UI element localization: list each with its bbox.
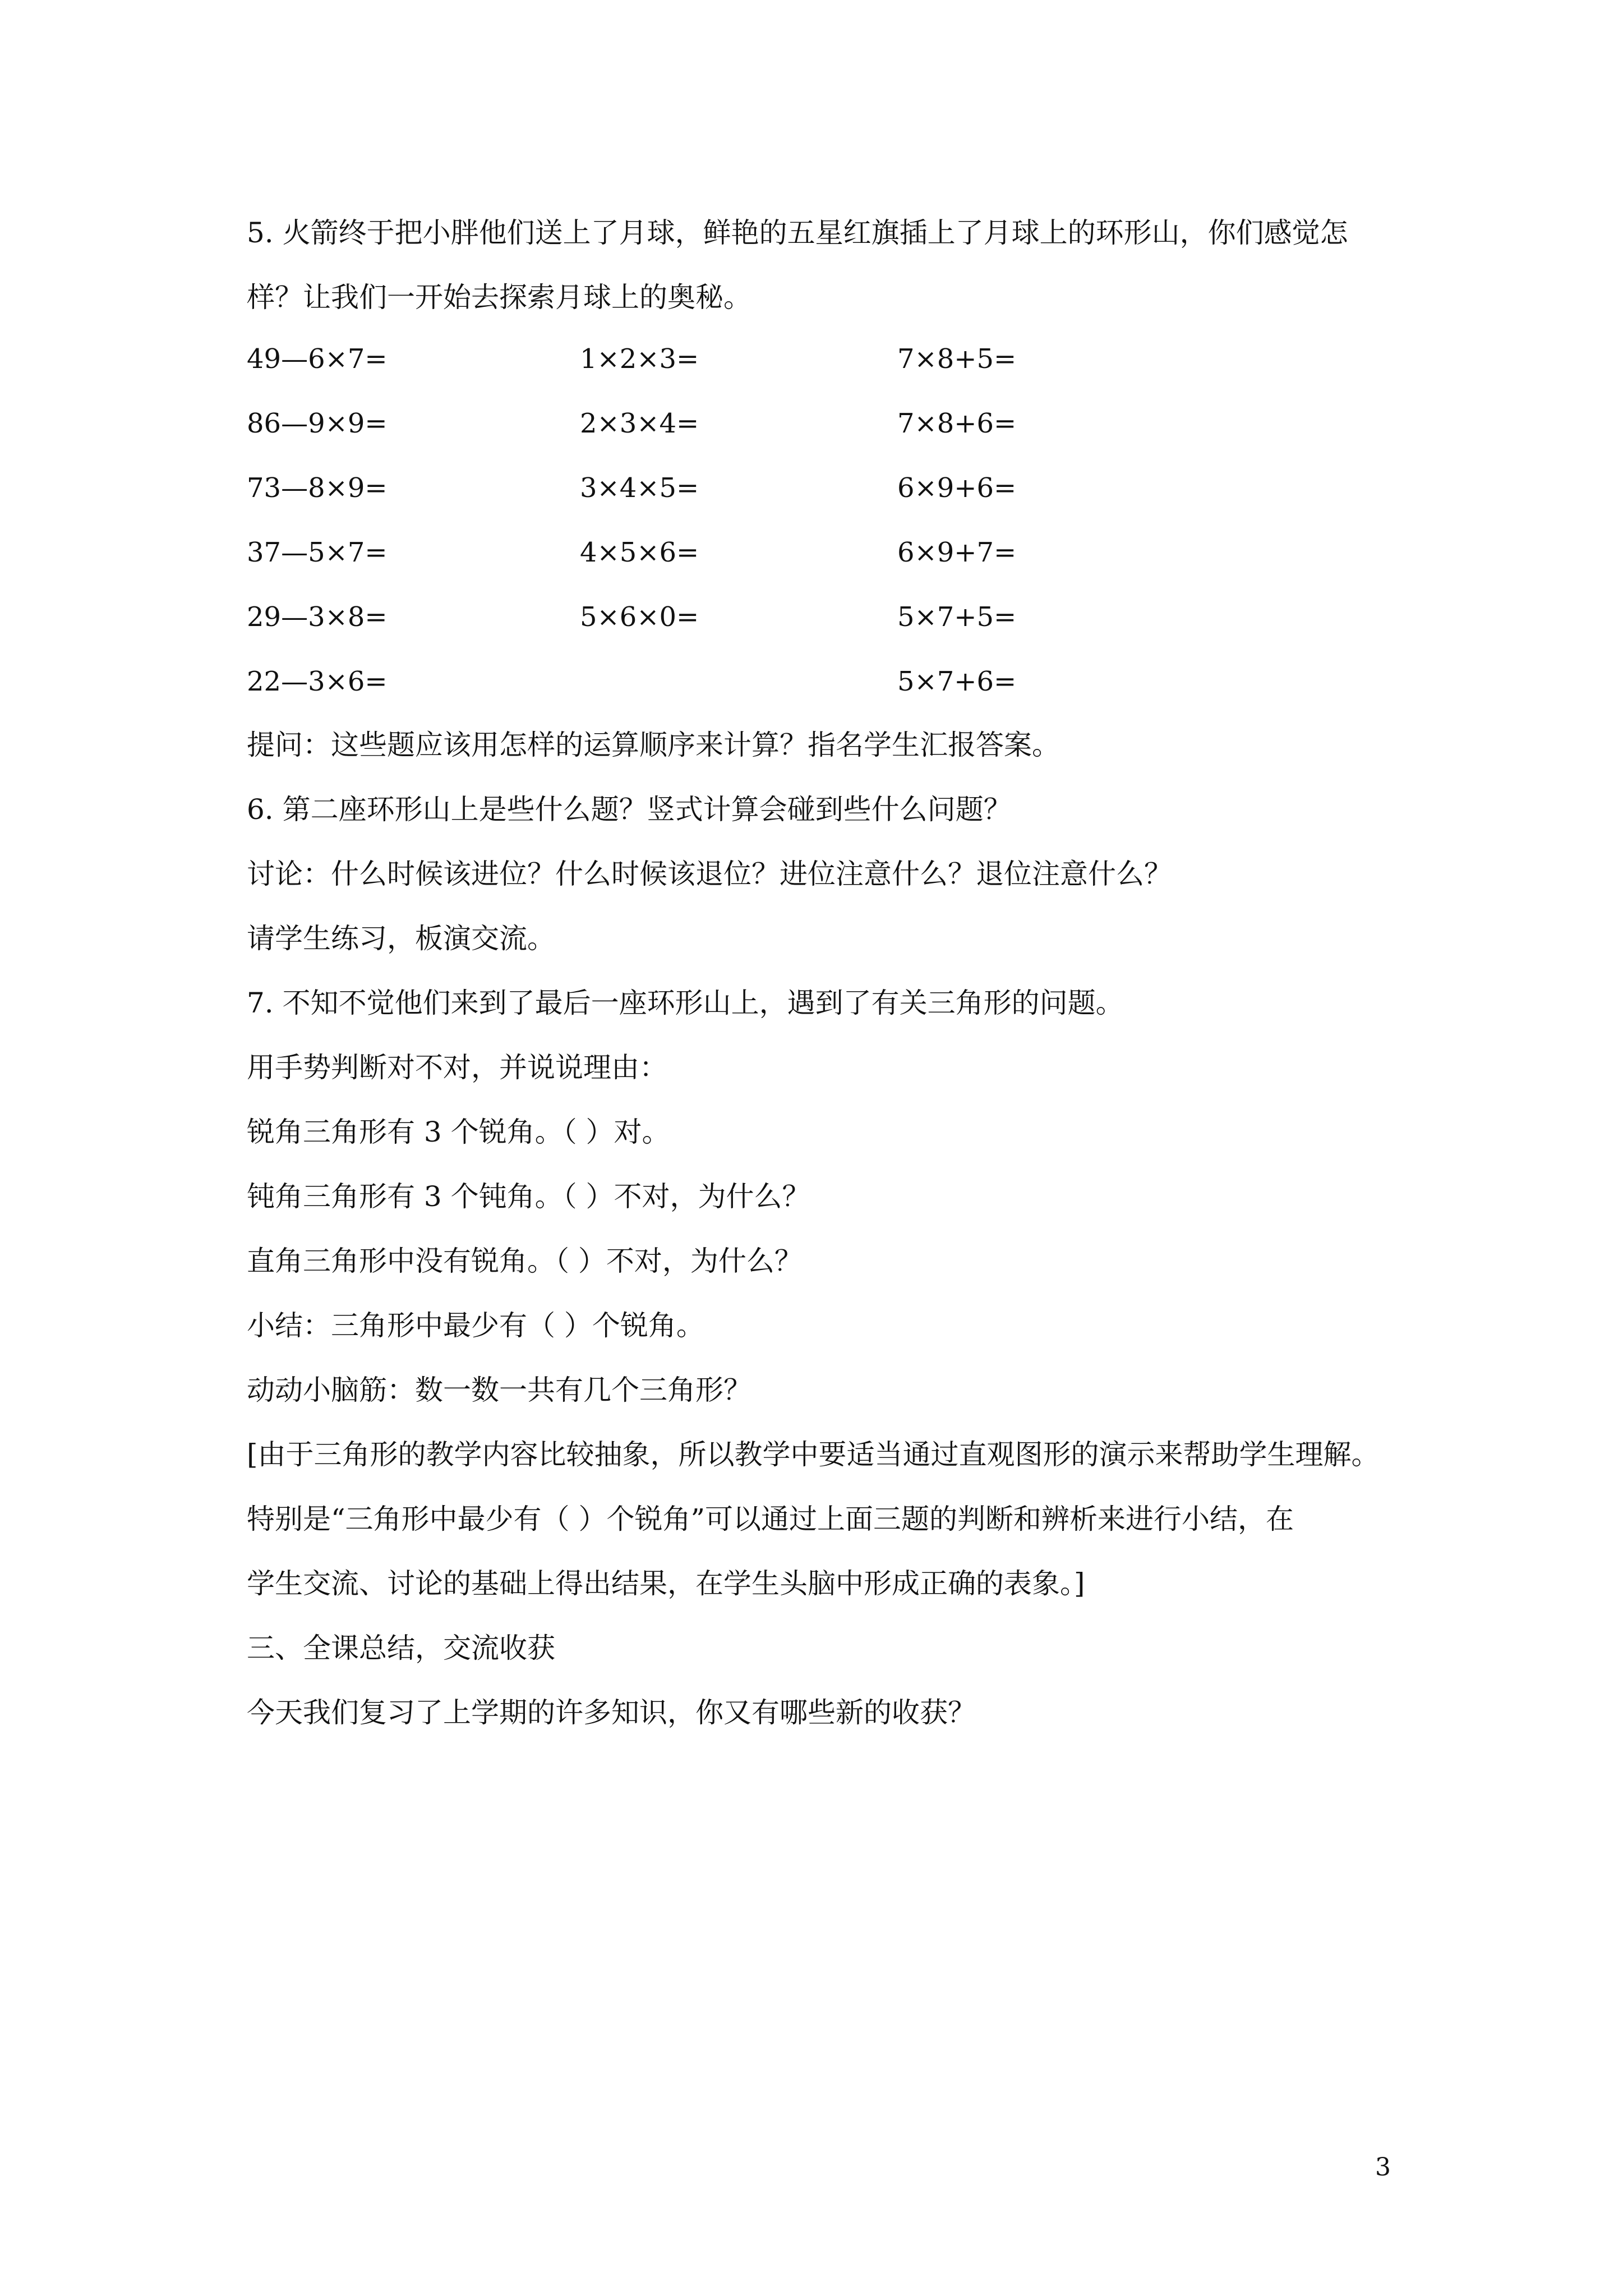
paragraph-5-line-2: 样？让我们一开始去探索月球上的奥秘。 — [247, 281, 751, 314]
teaching-note-line-1: [由于三角形的教学内容比较抽象，所以教学中要适当通过直观图形的演示来帮助学生理解。 — [247, 1438, 1380, 1471]
teaching-note-line-2: 特别是“三角形中最少有（ ）个锐角”可以通过上面三题的判断和辨析来进行小结，在 — [247, 1503, 1294, 1535]
brain-teaser-line: 动动小脑筋：数一数一共有几个三角形？ — [247, 1374, 751, 1406]
math-expression: 37—5×7= — [247, 537, 388, 568]
math-expression: 86—9×9= — [247, 408, 388, 439]
summary-line: 小结：三角形中最少有（ ）个锐角。 — [247, 1309, 704, 1342]
discussion-line: 讨论：什么时候该进位？什么时候该退位？进位注意什么？退位注意什么？ — [247, 858, 1172, 890]
math-expression: 7×8+5= — [897, 343, 1017, 375]
math-expression: 1×2×3= — [580, 343, 699, 375]
math-expression: 3×4×5= — [580, 472, 699, 504]
page-number: 3 — [1375, 2153, 1391, 2182]
math-expression: 6×9+6= — [897, 472, 1017, 504]
judgement-1: 锐角三角形有 3 个锐角。（ ）对。 — [247, 1116, 670, 1148]
paragraph-5-line-1: 5. 火箭终于把小胖他们送上了月球，鲜艳的五星红旗插上了月球上的环形山，你们感觉怎 — [247, 217, 1348, 249]
section-heading-3: 三、全课总结，交流收获 — [247, 1632, 555, 1664]
math-expression: 2×3×4= — [580, 408, 699, 439]
math-expression: 5×6×0= — [580, 601, 699, 633]
math-expression: 73—8×9= — [247, 472, 388, 504]
math-expression: 5×7+5= — [897, 601, 1017, 633]
math-expression: 7×8+6= — [897, 408, 1017, 439]
math-expression: 29—3×8= — [247, 601, 388, 633]
judgement-2: 钝角三角形有 3 个钝角。（ ）不对，为什么？ — [247, 1180, 810, 1213]
closing-line: 今天我们复习了上学期的许多知识，你又有哪些新的收获？ — [247, 1696, 976, 1729]
paragraph-6: 6. 第二座环形山上是些什么题？竖式计算会碰到些什么问题？ — [247, 793, 1012, 826]
question-line: 提问：这些题应该用怎样的运算顺序来计算？指名学生汇报答案。 — [247, 729, 1060, 761]
math-expression: 5×7+6= — [897, 666, 1017, 697]
math-expression: 6×9+7= — [897, 537, 1017, 568]
gesture-line: 用手势判断对不对，并说说理由： — [247, 1051, 667, 1084]
math-expression: 49—6×7= — [247, 343, 388, 375]
math-expression: 4×5×6= — [580, 537, 699, 568]
judgement-3: 直角三角形中没有锐角。（ ）不对，为什么？ — [247, 1245, 803, 1277]
math-expression: 22—3×6= — [247, 666, 388, 697]
paragraph-7: 7. 不知不觉他们来到了最后一座环形山上，遇到了有关三角形的问题。 — [247, 987, 1124, 1019]
teaching-note-line-3: 学生交流、讨论的基础上得出结果，在学生头脑中形成正确的表象。] — [247, 1567, 1085, 1600]
practice-line: 请学生练习，板演交流。 — [247, 922, 555, 955]
